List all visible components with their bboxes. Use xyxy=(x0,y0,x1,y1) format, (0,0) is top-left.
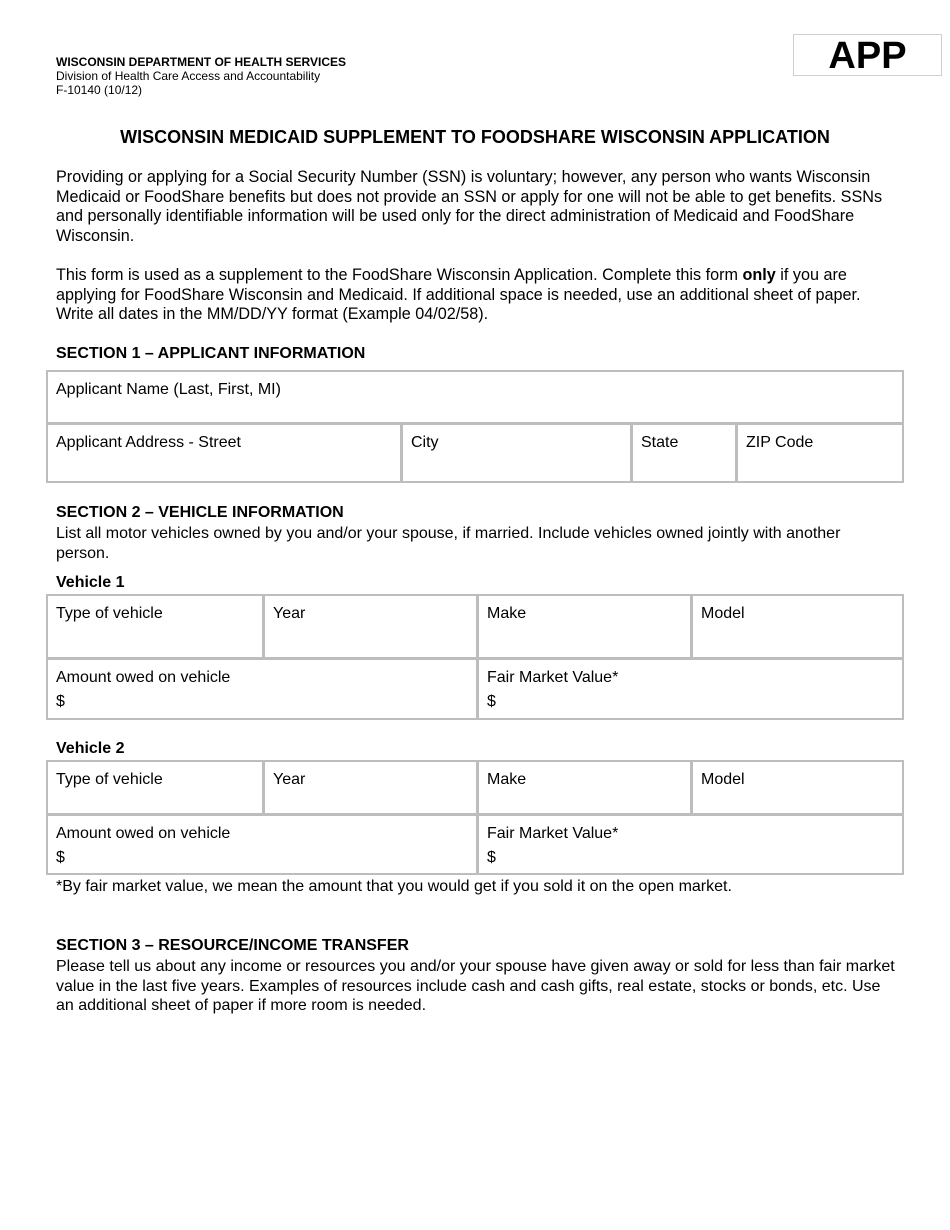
applicant-info-table xyxy=(46,370,904,483)
fair-market-value-currency: $ xyxy=(487,693,496,710)
applicant-name-label: Applicant Name (Last, First, MI) xyxy=(56,381,281,398)
usage-text-after: if you are applying for FoodShare Wisconsin and Medicaid. If additional space is needed, use an additional sheet of paper. Write all dates in the MM/DD/YY format (Example 04/02/58). xyxy=(56,266,861,324)
vehicle-1-label: Vehicle 1 xyxy=(56,574,125,591)
usage-paragraph xyxy=(56,266,896,325)
section2-heading: SECTION 2 – VEHICLE INFORMATION xyxy=(56,504,344,521)
vehicle-model-label: Model xyxy=(701,605,745,622)
vehicle-year-label: Year xyxy=(273,771,306,788)
section3-description: Please tell us about any income or resources you and/or your spouse have given away or sold for less than fair market value in the last five years. Examples of resources include cash and cash gifts, real estate, stocks or bonds, etc. Use an additional sheet of paper if more room is needed. xyxy=(56,958,895,1015)
fair-market-value-label: Fair Market Value* xyxy=(487,825,619,842)
section3-heading: SECTION 3 – RESOURCE/INCOME TRANSFER xyxy=(56,937,409,954)
vehicle-1-fmv-field[interactable] xyxy=(476,660,902,718)
applicant-street-label: Applicant Address - Street xyxy=(56,434,241,451)
applicant-state-field[interactable] xyxy=(630,425,735,481)
section2-description: List all motor vehicles owned by you and/or your spouse, if married. Include vehicles owned jointly with another person. xyxy=(56,525,841,562)
vehicle-2-table xyxy=(46,760,904,875)
vehicle-1-year-field[interactable] xyxy=(262,596,476,657)
form-title: WISCONSIN MEDICAID SUPPLEMENT TO FOODSHARE WISCONSIN APPLICATION xyxy=(120,127,830,147)
vehicle-2-year-field[interactable] xyxy=(262,762,476,813)
usage-text-before: This form is used as a supplement to the FoodShare Wisconsin Application. Complete this form xyxy=(56,266,743,284)
agency-header xyxy=(56,55,346,97)
form-number: F-10140 (10/12) xyxy=(56,83,143,97)
fair-market-value-currency: $ xyxy=(487,849,496,866)
vehicle-1-type-field[interactable] xyxy=(48,596,262,657)
vehicle-1-model-field[interactable] xyxy=(690,596,902,657)
applicant-zip-label: ZIP Code xyxy=(746,434,814,451)
vehicle-make-label: Make xyxy=(487,605,527,622)
section1-heading: SECTION 1 – APPLICANT INFORMATION xyxy=(56,345,366,362)
ssn-paragraph: Providing or applying for a Social Security Number (SSN) is voluntary; however, any person who wants Wisconsin Medicaid or FoodShare benefits but does not provide an SSN or apply for one will not be able to get benefits. SSNs and personally identifiable information will be used only for the direct administration of Medicaid and FoodShare Wisconsin. xyxy=(56,168,883,245)
vehicle-2-make-field[interactable] xyxy=(476,762,690,813)
applicant-city-field[interactable] xyxy=(400,425,630,481)
applicant-city-label: City xyxy=(411,434,439,451)
vehicle-type-label: Type of vehicle xyxy=(56,771,163,788)
vehicle-1-table xyxy=(46,594,904,720)
app-label-box: APP xyxy=(793,34,942,76)
usage-text-bold: only xyxy=(742,266,776,284)
vehicle-1-make-field[interactable] xyxy=(476,596,690,657)
vehicle-2-fmv-field[interactable] xyxy=(476,816,902,873)
vehicle-make-label: Make xyxy=(487,771,527,788)
applicant-street-field[interactable] xyxy=(48,425,400,481)
vehicle-2-label: Vehicle 2 xyxy=(56,740,125,757)
department-name: WISCONSIN DEPARTMENT OF HEALTH SERVICES xyxy=(56,55,347,69)
applicant-state-label: State xyxy=(641,434,679,451)
amount-owed-label: Amount owed on vehicle xyxy=(56,669,231,686)
vehicle-type-label: Type of vehicle xyxy=(56,605,163,622)
applicant-zip-field[interactable] xyxy=(735,425,902,481)
division-name: Division of Health Care Access and Accountability xyxy=(56,69,321,83)
amount-owed-currency: $ xyxy=(56,849,65,866)
fair-market-value-label: Fair Market Value* xyxy=(487,669,619,686)
vehicle-2-owed-field[interactable] xyxy=(48,816,476,873)
vehicle-2-model-field[interactable] xyxy=(690,762,902,813)
vehicle-year-label: Year xyxy=(273,605,306,622)
vehicle-2-type-field[interactable] xyxy=(48,762,262,813)
fair-market-value-footnote: *By fair market value, we mean the amount that you would get if you sold it on the open market. xyxy=(56,878,732,895)
vehicle-1-owed-field[interactable] xyxy=(48,660,476,718)
amount-owed-currency: $ xyxy=(56,693,65,710)
amount-owed-label: Amount owed on vehicle xyxy=(56,825,231,842)
vehicle-model-label: Model xyxy=(701,771,745,788)
applicant-name-field[interactable] xyxy=(48,372,902,422)
